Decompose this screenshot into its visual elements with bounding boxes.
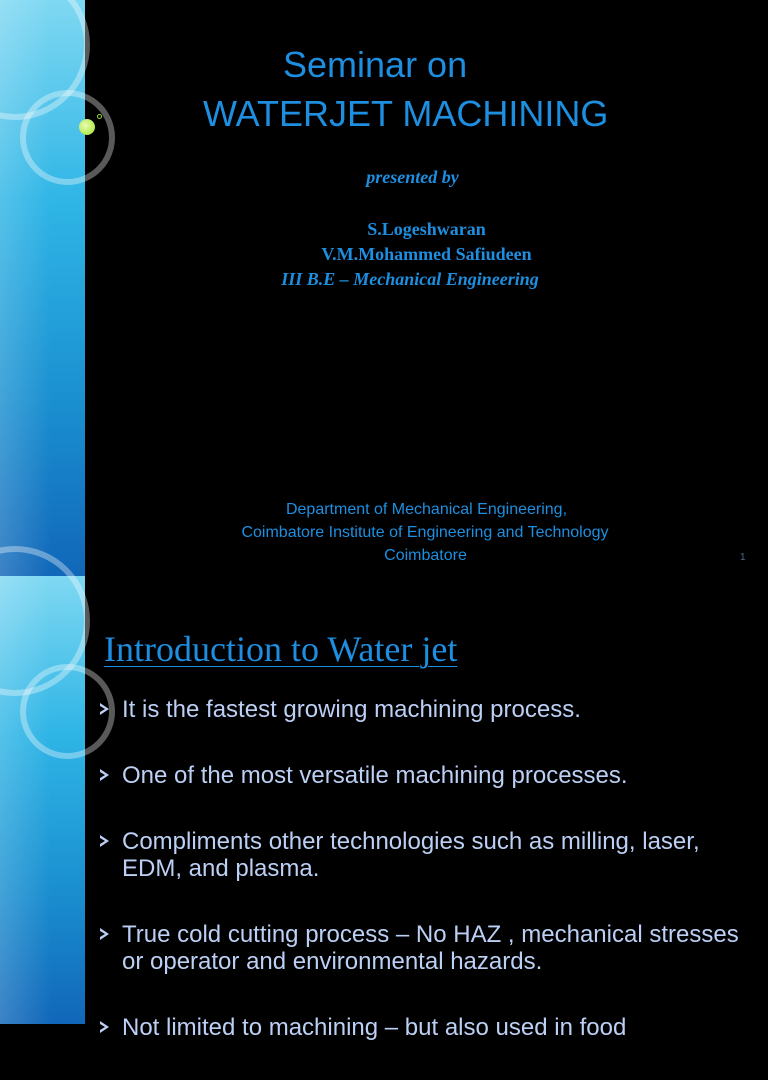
slide-page-number: 1	[740, 552, 746, 563]
small-dot-icon	[97, 114, 102, 119]
slide-title: Introduction to Water jet	[104, 629, 458, 669]
list-item: Not limited to machining – but also used in food	[100, 1014, 760, 1041]
arrow-bullet-icon	[100, 769, 109, 781]
arrow-bullet-icon	[100, 928, 109, 940]
bullet-list	[100, 696, 760, 1080]
list-item: True cold cutting process – No HAZ , mechanical stresses or operator and environmental hazards.	[100, 921, 760, 975]
slide-title-line-1: Seminar on	[283, 44, 468, 85]
list-item: It is the fastest growing machining process.	[100, 696, 760, 723]
arrow-bullet-icon	[100, 835, 109, 847]
dept-line-3: Coimbatore	[384, 547, 467, 564]
slide-2	[0, 576, 768, 1041]
presenter-1: S.Logeshwaran	[367, 219, 486, 239]
arrow-bullet-icon	[100, 1021, 109, 1033]
slide-title-line-2: WATERJET MACHINING	[203, 93, 609, 134]
list-item: Compliments other technologies such as milling, laser, EDM, and plasma.	[100, 828, 760, 882]
course-label: III B.E – Mechanical Engineering	[281, 269, 539, 289]
list-item: One of the most versatile machining processes.	[100, 762, 760, 789]
arrow-bullet-icon	[100, 703, 109, 715]
dept-line-1: Department of Mechanical Engineering,	[285, 501, 568, 518]
green-dot-icon	[79, 119, 95, 135]
presented-by-label: presented by	[366, 167, 459, 187]
presenter-2: V.M.Mohammed Safiudeen	[321, 244, 532, 264]
dept-line-2: Coimbatore Institute of Engineering and Technology	[241, 524, 609, 541]
